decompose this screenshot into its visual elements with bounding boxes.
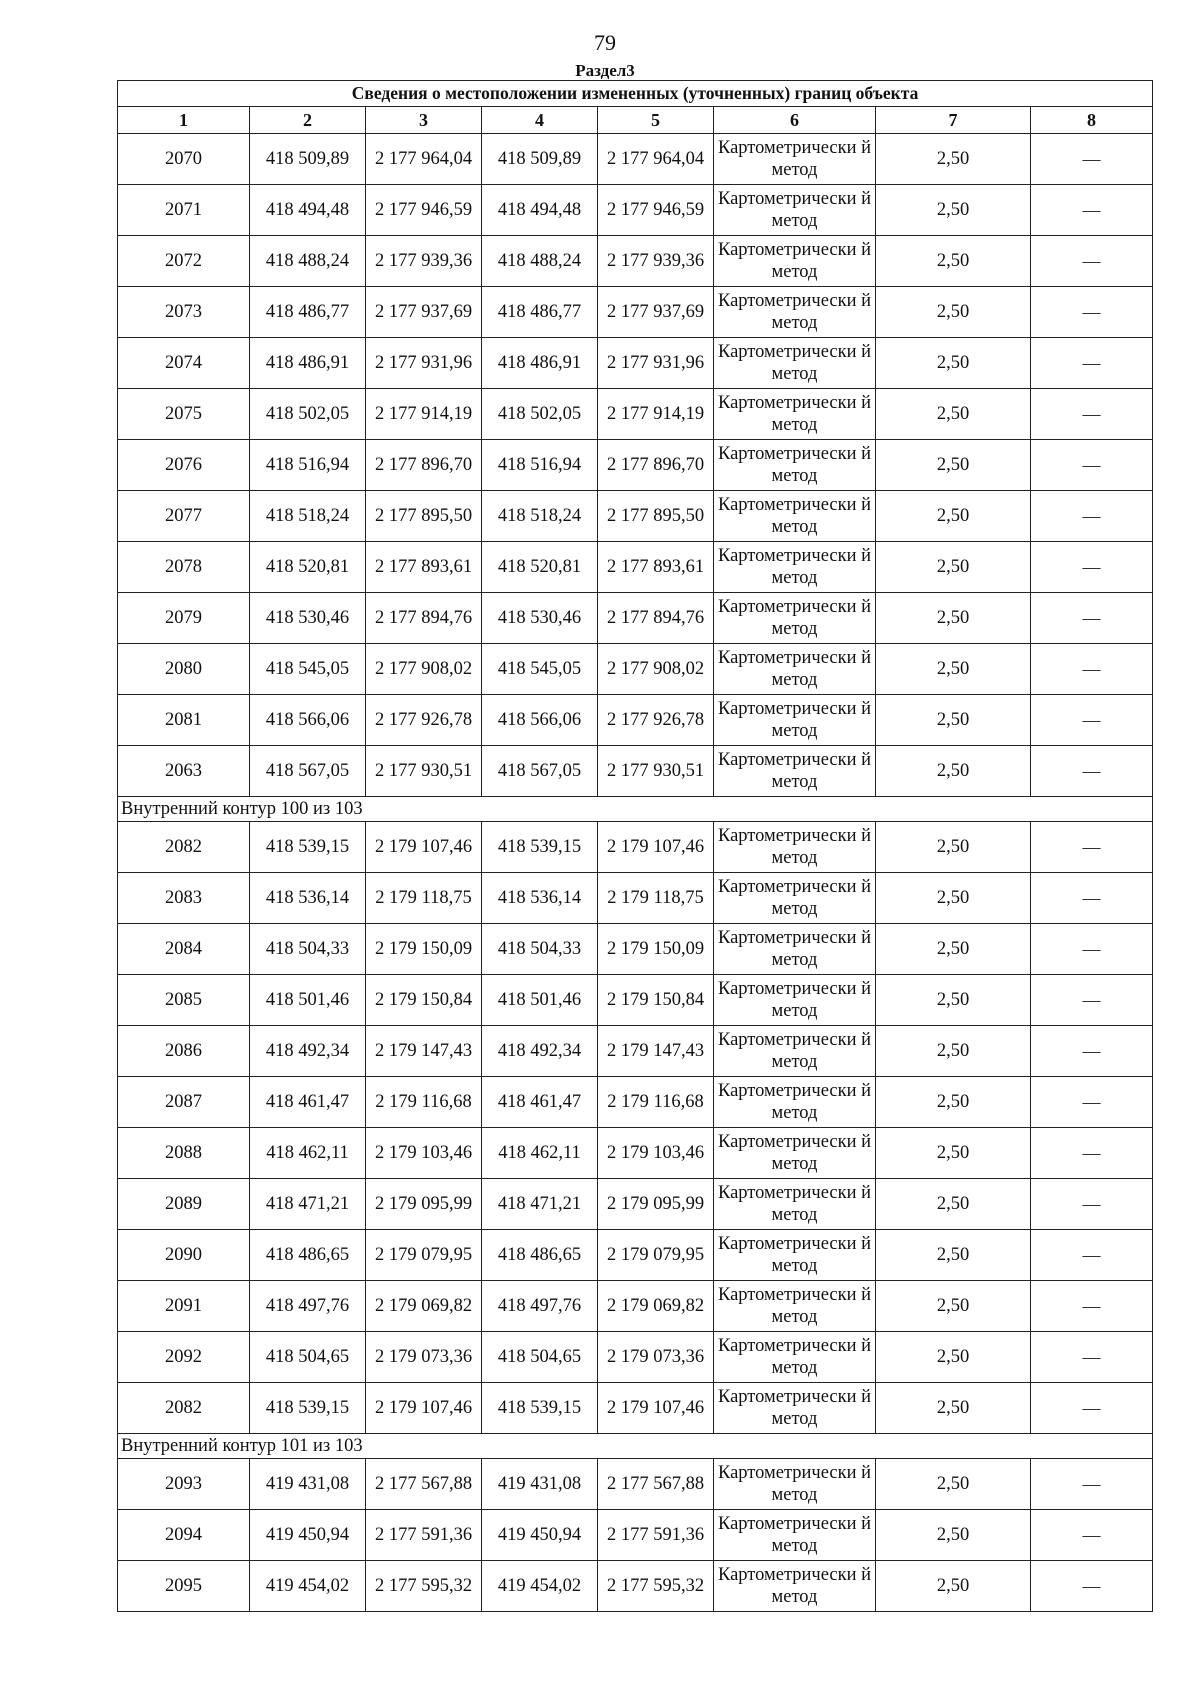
cell-accuracy: 2,50 (876, 1561, 1031, 1612)
cell-y-new: 2 179 103,46 (598, 1128, 714, 1179)
cell-description: — (1031, 746, 1153, 797)
cell-description: — (1031, 1077, 1153, 1128)
cell-accuracy: 2,50 (876, 236, 1031, 287)
cell-y-new: 2 177 964,04 (598, 134, 714, 185)
cell-x-existing: 419 454,02 (250, 1561, 366, 1612)
cell-y-existing: 2 179 107,46 (366, 1383, 482, 1434)
cell-x-new: 418 566,06 (482, 695, 598, 746)
cell-y-new: 2 179 073,36 (598, 1332, 714, 1383)
cell-y-new: 2 179 079,95 (598, 1230, 714, 1281)
cell-method: Картометрически й метод (714, 1179, 876, 1230)
cell-description: — (1031, 1179, 1153, 1230)
cell-method: Картометрически й метод (714, 338, 876, 389)
cell-x-existing: 418 509,89 (250, 134, 366, 185)
cell-point-number: 2092 (118, 1332, 250, 1383)
cell-y-new: 2 177 567,88 (598, 1459, 714, 1510)
cell-accuracy: 2,50 (876, 593, 1031, 644)
cell-x-existing: 418 504,65 (250, 1332, 366, 1383)
cell-y-new: 2 177 893,61 (598, 542, 714, 593)
cell-accuracy: 2,50 (876, 1332, 1031, 1383)
cell-y-existing: 2 179 073,36 (366, 1332, 482, 1383)
cell-x-new: 419 450,94 (482, 1510, 598, 1561)
cell-y-new: 2 179 107,46 (598, 1383, 714, 1434)
column-number-row (118, 107, 1153, 134)
cell-y-new: 2 177 937,69 (598, 287, 714, 338)
cell-x-existing: 418 520,81 (250, 542, 366, 593)
cell-y-new: 2 179 150,09 (598, 924, 714, 975)
cell-point-number: 2081 (118, 695, 250, 746)
cell-x-existing: 418 566,06 (250, 695, 366, 746)
cell-y-new: 2 179 116,68 (598, 1077, 714, 1128)
cell-y-existing: 2 179 150,09 (366, 924, 482, 975)
cell-y-new: 2 177 939,36 (598, 236, 714, 287)
cell-method: Картометрически й метод (714, 236, 876, 287)
cell-y-existing: 2 177 930,51 (366, 746, 482, 797)
cell-x-existing: 418 486,77 (250, 287, 366, 338)
cell-accuracy: 2,50 (876, 1510, 1031, 1561)
cell-description: — (1031, 1026, 1153, 1077)
cell-point-number: 2082 (118, 822, 250, 873)
cell-point-number: 2074 (118, 338, 250, 389)
cell-point-number: 2072 (118, 236, 250, 287)
cell-description: — (1031, 185, 1153, 236)
table-row (118, 1026, 1153, 1077)
table-body (118, 134, 1153, 1612)
cell-description: — (1031, 440, 1153, 491)
cell-y-existing: 2 179 103,46 (366, 1128, 482, 1179)
table-row (118, 389, 1153, 440)
table-row (118, 1077, 1153, 1128)
cell-x-existing: 418 536,14 (250, 873, 366, 924)
cell-method: Картометрически й метод (714, 1510, 876, 1561)
cell-description: — (1031, 542, 1153, 593)
cell-accuracy: 2,50 (876, 338, 1031, 389)
cell-description: — (1031, 975, 1153, 1026)
table-row (118, 1561, 1153, 1612)
cell-point-number: 2084 (118, 924, 250, 975)
cell-accuracy: 2,50 (876, 491, 1031, 542)
cell-description: — (1031, 1128, 1153, 1179)
table-row (118, 975, 1153, 1026)
cell-x-new: 418 486,91 (482, 338, 598, 389)
table-row (118, 440, 1153, 491)
table-row (118, 1230, 1153, 1281)
cell-method: Картометрически й метод (714, 1383, 876, 1434)
cell-point-number: 2070 (118, 134, 250, 185)
cell-description: — (1031, 1510, 1153, 1561)
cell-x-new: 418 497,76 (482, 1281, 598, 1332)
table-row (118, 924, 1153, 975)
section-title: Раздел3 (575, 61, 635, 80)
cell-y-existing: 2 177 567,88 (366, 1459, 482, 1510)
cell-point-number: 2088 (118, 1128, 250, 1179)
table-row (118, 1383, 1153, 1434)
cell-point-number: 2095 (118, 1561, 250, 1612)
table-row (118, 746, 1153, 797)
cell-x-new: 418 504,33 (482, 924, 598, 975)
table-row (118, 134, 1153, 185)
cell-x-existing: 418 461,47 (250, 1077, 366, 1128)
cell-point-number: 2079 (118, 593, 250, 644)
cell-description: — (1031, 924, 1153, 975)
cell-accuracy: 2,50 (876, 1383, 1031, 1434)
cell-method: Картометрически й метод (714, 185, 876, 236)
column-number-2: 2 (250, 107, 366, 134)
cell-y-existing: 2 177 595,32 (366, 1561, 482, 1612)
cell-method: Картометрически й метод (714, 873, 876, 924)
cell-method: Картометрически й метод (714, 1230, 876, 1281)
cell-method: Картометрически й метод (714, 975, 876, 1026)
cell-method: Картометрически й метод (714, 287, 876, 338)
cell-accuracy: 2,50 (876, 746, 1031, 797)
cell-point-number: 2077 (118, 491, 250, 542)
cell-x-new: 418 539,15 (482, 1383, 598, 1434)
cell-x-existing: 419 431,08 (250, 1459, 366, 1510)
cell-accuracy: 2,50 (876, 924, 1031, 975)
cell-x-existing: 418 502,05 (250, 389, 366, 440)
cell-point-number: 2086 (118, 1026, 250, 1077)
cell-description: — (1031, 822, 1153, 873)
cell-x-existing: 418 504,33 (250, 924, 366, 975)
cell-y-new: 2 179 118,75 (598, 873, 714, 924)
table-row (118, 185, 1153, 236)
cell-y-existing: 2 177 937,69 (366, 287, 482, 338)
cell-method: Картометрически й метод (714, 491, 876, 542)
cell-accuracy: 2,50 (876, 873, 1031, 924)
cell-y-new: 2 179 107,46 (598, 822, 714, 873)
cell-method: Картометрически й метод (714, 389, 876, 440)
cell-y-existing: 2 177 914,19 (366, 389, 482, 440)
column-number-1: 1 (118, 107, 250, 134)
cell-y-new: 2 177 926,78 (598, 695, 714, 746)
cell-y-new: 2 177 896,70 (598, 440, 714, 491)
cell-point-number: 2091 (118, 1281, 250, 1332)
cell-point-number: 2071 (118, 185, 250, 236)
cell-y-new: 2 177 894,76 (598, 593, 714, 644)
cell-y-existing: 2 177 894,76 (366, 593, 482, 644)
contour-label: Внутренний контур 100 из 103 (118, 797, 1153, 822)
cell-method: Картометрически й метод (714, 1026, 876, 1077)
table-row (118, 338, 1153, 389)
cell-accuracy: 2,50 (876, 1179, 1031, 1230)
cell-point-number: 2073 (118, 287, 250, 338)
table-row (118, 491, 1153, 542)
column-number-3: 3 (366, 107, 482, 134)
cell-description: — (1031, 1383, 1153, 1434)
cell-method: Картометрически й метод (714, 924, 876, 975)
cell-y-existing: 2 177 895,50 (366, 491, 482, 542)
cell-point-number: 2063 (118, 746, 250, 797)
table-row (118, 542, 1153, 593)
cell-x-new: 418 494,48 (482, 185, 598, 236)
cell-y-existing: 2 177 896,70 (366, 440, 482, 491)
cell-x-new: 418 492,34 (482, 1026, 598, 1077)
cell-x-new: 418 567,05 (482, 746, 598, 797)
cell-point-number: 2094 (118, 1510, 250, 1561)
cell-method: Картометрически й метод (714, 542, 876, 593)
cell-y-existing: 2 177 946,59 (366, 185, 482, 236)
column-number-5: 5 (598, 107, 714, 134)
cell-y-new: 2 177 914,19 (598, 389, 714, 440)
cell-x-new: 418 504,65 (482, 1332, 598, 1383)
cell-description: — (1031, 1281, 1153, 1332)
cell-y-new: 2 179 147,43 (598, 1026, 714, 1077)
cell-method: Картометрически й метод (714, 746, 876, 797)
cell-accuracy: 2,50 (876, 134, 1031, 185)
cell-y-existing: 2 179 079,95 (366, 1230, 482, 1281)
cell-y-new: 2 179 150,84 (598, 975, 714, 1026)
cell-method: Картометрически й метод (714, 1281, 876, 1332)
cell-y-existing: 2 179 107,46 (366, 822, 482, 873)
table-row (118, 822, 1153, 873)
cell-point-number: 2078 (118, 542, 250, 593)
cell-accuracy: 2,50 (876, 1128, 1031, 1179)
cell-y-new: 2 179 069,82 (598, 1281, 714, 1332)
cell-description: — (1031, 134, 1153, 185)
cell-x-existing: 418 516,94 (250, 440, 366, 491)
page-number: 79 (594, 30, 616, 55)
cell-accuracy: 2,50 (876, 287, 1031, 338)
table-row (118, 1459, 1153, 1510)
cell-x-existing: 418 494,48 (250, 185, 366, 236)
cell-y-new: 2 177 930,51 (598, 746, 714, 797)
cell-x-new: 418 520,81 (482, 542, 598, 593)
cell-description: — (1031, 1332, 1153, 1383)
cell-method: Картометрически й метод (714, 1459, 876, 1510)
column-number-7: 7 (876, 107, 1031, 134)
cell-method: Картометрически й метод (714, 822, 876, 873)
cell-y-existing: 2 177 964,04 (366, 134, 482, 185)
table-row (118, 1128, 1153, 1179)
cell-y-new: 2 177 591,36 (598, 1510, 714, 1561)
cell-y-new: 2 177 931,96 (598, 338, 714, 389)
cell-point-number: 2083 (118, 873, 250, 924)
cell-accuracy: 2,50 (876, 1230, 1031, 1281)
cell-accuracy: 2,50 (876, 185, 1031, 236)
cell-method: Картометрически й метод (714, 593, 876, 644)
cell-accuracy: 2,50 (876, 644, 1031, 695)
cell-y-existing: 2 179 069,82 (366, 1281, 482, 1332)
cell-y-existing: 2 179 095,99 (366, 1179, 482, 1230)
cell-y-existing: 2 177 931,96 (366, 338, 482, 389)
column-number-6: 6 (714, 107, 876, 134)
cell-y-existing: 2 177 908,02 (366, 644, 482, 695)
cell-y-existing: 2 179 150,84 (366, 975, 482, 1026)
cell-x-existing: 418 539,15 (250, 1383, 366, 1434)
cell-x-new: 418 486,65 (482, 1230, 598, 1281)
cell-description: — (1031, 644, 1153, 695)
cell-method: Картометрически й метод (714, 134, 876, 185)
cell-x-new: 418 509,89 (482, 134, 598, 185)
table-row (118, 695, 1153, 746)
cell-point-number: 2085 (118, 975, 250, 1026)
contour-header-row (118, 1434, 1153, 1459)
cell-x-existing: 418 501,46 (250, 975, 366, 1026)
cell-method: Картометрически й метод (714, 1561, 876, 1612)
table-row (118, 1281, 1153, 1332)
cell-x-new: 418 539,15 (482, 822, 598, 873)
table-caption: Сведения о местоположении измененных (уточненных) границ объекта (118, 81, 1153, 107)
cell-y-existing: 2 177 893,61 (366, 542, 482, 593)
cell-description: — (1031, 491, 1153, 542)
cell-x-existing: 418 497,76 (250, 1281, 366, 1332)
contour-header-row (118, 797, 1153, 822)
cell-description: — (1031, 1230, 1153, 1281)
cell-x-new: 418 488,24 (482, 236, 598, 287)
cell-accuracy: 2,50 (876, 975, 1031, 1026)
cell-method: Картометрически й метод (714, 644, 876, 695)
cell-y-new: 2 177 908,02 (598, 644, 714, 695)
cell-x-new: 419 454,02 (482, 1561, 598, 1612)
table-row (118, 593, 1153, 644)
cell-accuracy: 2,50 (876, 1281, 1031, 1332)
cell-x-existing: 418 488,24 (250, 236, 366, 287)
table-row (118, 1179, 1153, 1230)
cell-description: — (1031, 338, 1153, 389)
cell-point-number: 2087 (118, 1077, 250, 1128)
cell-description: — (1031, 1561, 1153, 1612)
cell-x-new: 418 461,47 (482, 1077, 598, 1128)
cell-point-number: 2093 (118, 1459, 250, 1510)
cell-method: Картометрически й метод (714, 1128, 876, 1179)
cell-x-existing: 418 486,91 (250, 338, 366, 389)
table-row (118, 873, 1153, 924)
cell-point-number: 2076 (118, 440, 250, 491)
cell-y-existing: 2 177 591,36 (366, 1510, 482, 1561)
cell-point-number: 2080 (118, 644, 250, 695)
cell-x-existing: 418 539,15 (250, 822, 366, 873)
cell-y-existing: 2 177 939,36 (366, 236, 482, 287)
cell-point-number: 2089 (118, 1179, 250, 1230)
cell-point-number: 2090 (118, 1230, 250, 1281)
cell-x-new: 418 545,05 (482, 644, 598, 695)
cell-description: — (1031, 593, 1153, 644)
table-row (118, 287, 1153, 338)
cell-x-existing: 418 471,21 (250, 1179, 366, 1230)
cell-y-new: 2 177 595,32 (598, 1561, 714, 1612)
cell-description: — (1031, 873, 1153, 924)
cell-point-number: 2075 (118, 389, 250, 440)
boundary-coordinates-table (117, 80, 1153, 1612)
cell-y-new: 2 179 095,99 (598, 1179, 714, 1230)
cell-y-existing: 2 179 118,75 (366, 873, 482, 924)
contour-label: Внутренний контур 101 из 103 (118, 1434, 1153, 1459)
table-row (118, 236, 1153, 287)
cell-y-existing: 2 177 926,78 (366, 695, 482, 746)
cell-y-new: 2 177 946,59 (598, 185, 714, 236)
cell-y-existing: 2 179 147,43 (366, 1026, 482, 1077)
cell-x-existing: 418 530,46 (250, 593, 366, 644)
cell-accuracy: 2,50 (876, 1026, 1031, 1077)
cell-accuracy: 2,50 (876, 1077, 1031, 1128)
cell-accuracy: 2,50 (876, 1459, 1031, 1510)
cell-accuracy: 2,50 (876, 440, 1031, 491)
cell-method: Картометрически й метод (714, 695, 876, 746)
cell-description: — (1031, 1459, 1153, 1510)
cell-x-new: 418 530,46 (482, 593, 598, 644)
cell-point-number: 2082 (118, 1383, 250, 1434)
cell-description: — (1031, 695, 1153, 746)
cell-method: Картометрически й метод (714, 1332, 876, 1383)
table-row (118, 644, 1153, 695)
cell-y-new: 2 177 895,50 (598, 491, 714, 542)
cell-method: Картометрически й метод (714, 1077, 876, 1128)
cell-x-existing: 418 492,34 (250, 1026, 366, 1077)
cell-x-new: 418 486,77 (482, 287, 598, 338)
table-row (118, 1332, 1153, 1383)
cell-x-existing: 419 450,94 (250, 1510, 366, 1561)
cell-x-new: 418 502,05 (482, 389, 598, 440)
cell-accuracy: 2,50 (876, 389, 1031, 440)
column-number-4: 4 (482, 107, 598, 134)
cell-x-new: 418 462,11 (482, 1128, 598, 1179)
cell-x-new: 418 471,21 (482, 1179, 598, 1230)
cell-x-existing: 418 486,65 (250, 1230, 366, 1281)
cell-accuracy: 2,50 (876, 542, 1031, 593)
cell-accuracy: 2,50 (876, 695, 1031, 746)
cell-x-existing: 418 567,05 (250, 746, 366, 797)
cell-y-existing: 2 179 116,68 (366, 1077, 482, 1128)
cell-x-new: 418 516,94 (482, 440, 598, 491)
column-number-8: 8 (1031, 107, 1153, 134)
cell-description: — (1031, 236, 1153, 287)
cell-x-existing: 418 545,05 (250, 644, 366, 695)
cell-x-existing: 418 518,24 (250, 491, 366, 542)
cell-method: Картометрически й метод (714, 440, 876, 491)
cell-description: — (1031, 287, 1153, 338)
cell-x-existing: 418 462,11 (250, 1128, 366, 1179)
table-row (118, 1510, 1153, 1561)
cell-x-new: 419 431,08 (482, 1459, 598, 1510)
cell-x-new: 418 501,46 (482, 975, 598, 1026)
cell-x-new: 418 518,24 (482, 491, 598, 542)
cell-x-new: 418 536,14 (482, 873, 598, 924)
cell-accuracy: 2,50 (876, 822, 1031, 873)
cell-description: — (1031, 389, 1153, 440)
